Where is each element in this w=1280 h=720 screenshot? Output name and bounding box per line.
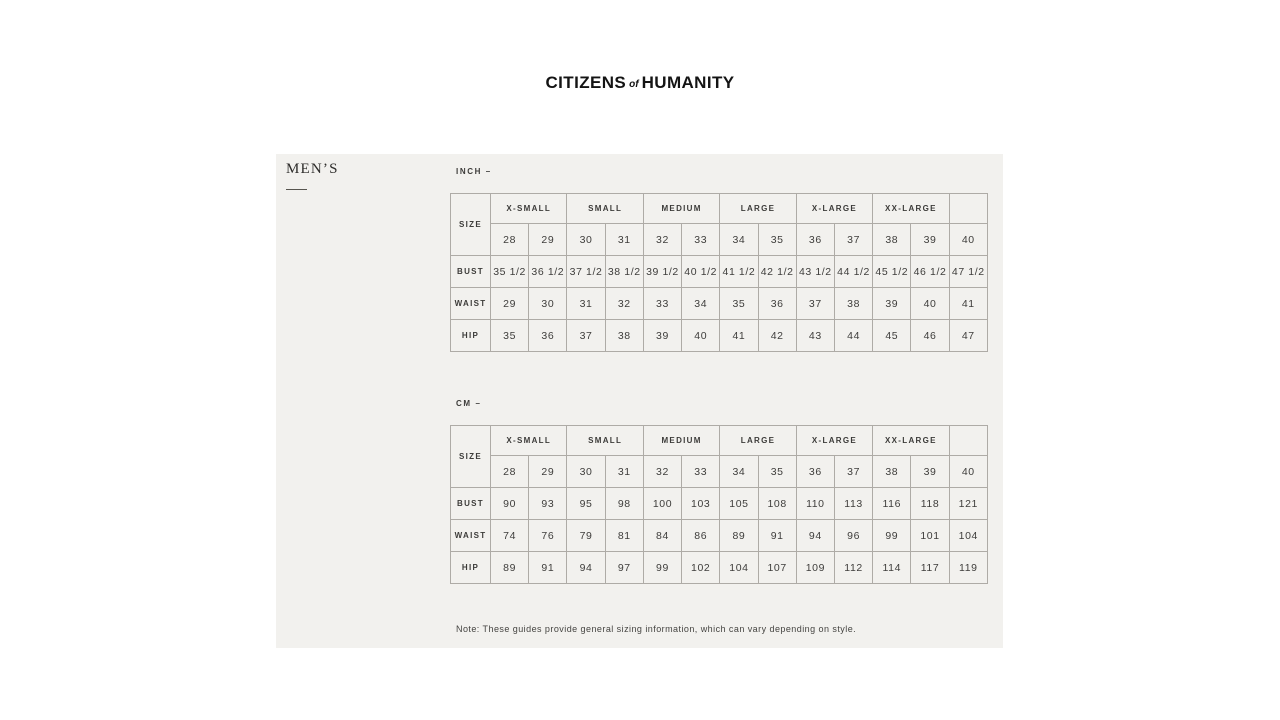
measure-value: 46 1/2 (911, 256, 949, 288)
size-cell: 32 (643, 456, 681, 488)
measure-value: 47 (949, 320, 987, 352)
measure-value: 35 1/2 (491, 256, 529, 288)
brand-logo-citizens: CITIZENS (545, 73, 627, 92)
size-cell: 34 (720, 456, 758, 488)
measure-value: 101 (911, 520, 949, 552)
measure-value: 36 (529, 320, 567, 352)
measure-value: 42 1/2 (758, 256, 796, 288)
measure-value: 94 (567, 552, 605, 584)
size-cell: 31 (605, 456, 643, 488)
size-cell: 28 (491, 456, 529, 488)
measure-value: 76 (529, 520, 567, 552)
size-cell: 29 (529, 224, 567, 256)
measure-label: HIP (451, 552, 491, 584)
measure-value: 79 (567, 520, 605, 552)
size-header: SIZE (451, 426, 491, 488)
cm-table-container (450, 425, 988, 584)
measure-value: 40 (911, 288, 949, 320)
measure-value: 34 (682, 288, 720, 320)
measure-value: 46 (911, 320, 949, 352)
measure-value: 116 (873, 488, 911, 520)
size-cell: 33 (682, 224, 720, 256)
measure-value: 29 (491, 288, 529, 320)
measure-value: 96 (834, 520, 872, 552)
size-guide-content (450, 154, 988, 648)
measure-value: 121 (949, 488, 987, 520)
unit-label-cm: CM – (456, 399, 482, 408)
measure-value: 32 (605, 288, 643, 320)
measure-value: 98 (605, 488, 643, 520)
measure-value: 40 (682, 320, 720, 352)
size-group-header: SMALL (567, 194, 643, 224)
measure-value: 112 (834, 552, 872, 584)
measure-value: 74 (491, 520, 529, 552)
size-table (450, 425, 988, 584)
measure-value: 38 1/2 (605, 256, 643, 288)
measure-value: 45 (873, 320, 911, 352)
measure-label: HIP (451, 320, 491, 352)
measure-label: WAIST (451, 288, 491, 320)
measure-value: 43 1/2 (796, 256, 834, 288)
measure-value: 31 (567, 288, 605, 320)
size-group-header: MEDIUM (643, 194, 719, 224)
measure-value: 38 (834, 288, 872, 320)
size-cell: 38 (873, 456, 911, 488)
measure-value: 39 (873, 288, 911, 320)
size-group-header: LARGE (720, 194, 796, 224)
measure-value: 37 1/2 (567, 256, 605, 288)
measure-value: 36 1/2 (529, 256, 567, 288)
measure-value: 104 (720, 552, 758, 584)
measure-value: 91 (529, 552, 567, 584)
measure-value: 81 (605, 520, 643, 552)
measure-value: 42 (758, 320, 796, 352)
brand-logo-of: of (629, 79, 639, 90)
size-group-header: X-SMALL (491, 426, 567, 456)
measure-value: 90 (491, 488, 529, 520)
size-cell: 28 (491, 224, 529, 256)
measure-value: 41 (720, 320, 758, 352)
size-cell: 35 (758, 456, 796, 488)
section-title-mens: MEN’S (286, 161, 339, 177)
measure-value: 86 (682, 520, 720, 552)
measure-value: 47 1/2 (949, 256, 987, 288)
empty-group-header (949, 194, 987, 224)
measure-value: 43 (796, 320, 834, 352)
brand-logo (0, 73, 1280, 93)
unit-label-inch: INCH – (456, 167, 492, 176)
measure-value: 30 (529, 288, 567, 320)
measure-value: 89 (491, 552, 529, 584)
sidebar (286, 161, 339, 190)
size-cell: 30 (567, 456, 605, 488)
empty-group-header (949, 426, 987, 456)
size-cell: 30 (567, 224, 605, 256)
size-header: SIZE (451, 194, 491, 256)
measure-value: 118 (911, 488, 949, 520)
size-group-header: X-SMALL (491, 194, 567, 224)
measure-label: WAIST (451, 520, 491, 552)
measure-value: 37 (796, 288, 834, 320)
size-table (450, 193, 988, 352)
size-cell: 37 (834, 456, 872, 488)
measure-value: 97 (605, 552, 643, 584)
sizing-note: Note: These guides provide general sizing information, which can vary depending on style. (456, 624, 857, 634)
measure-value: 99 (643, 552, 681, 584)
size-cell: 39 (911, 224, 949, 256)
measure-value: 95 (567, 488, 605, 520)
measure-value: 93 (529, 488, 567, 520)
size-cell: 40 (949, 224, 987, 256)
measure-value: 37 (567, 320, 605, 352)
brand-logo-humanity: HUMANITY (641, 73, 735, 92)
size-guide-panel (276, 154, 1003, 648)
measure-label: BUST (451, 256, 491, 288)
measure-value: 113 (834, 488, 872, 520)
measure-value: 35 (720, 288, 758, 320)
title-underline (286, 189, 307, 190)
measure-value: 44 1/2 (834, 256, 872, 288)
size-cell: 33 (682, 456, 720, 488)
size-group-header: SMALL (567, 426, 643, 456)
size-cell: 29 (529, 456, 567, 488)
measure-value: 119 (949, 552, 987, 584)
measure-value: 33 (643, 288, 681, 320)
size-group-header: X-LARGE (796, 194, 872, 224)
measure-value: 108 (758, 488, 796, 520)
measure-value: 36 (758, 288, 796, 320)
measure-value: 45 1/2 (873, 256, 911, 288)
size-cell: 32 (643, 224, 681, 256)
size-group-header: MEDIUM (643, 426, 719, 456)
measure-value: 102 (682, 552, 720, 584)
measure-value: 105 (720, 488, 758, 520)
measure-value: 39 1/2 (643, 256, 681, 288)
measure-value: 44 (834, 320, 872, 352)
measure-value: 117 (911, 552, 949, 584)
measure-value: 104 (949, 520, 987, 552)
measure-value: 103 (682, 488, 720, 520)
size-cell: 34 (720, 224, 758, 256)
size-cell: 40 (949, 456, 987, 488)
size-cell: 35 (758, 224, 796, 256)
measure-label: BUST (451, 488, 491, 520)
measure-value: 84 (643, 520, 681, 552)
measure-value: 99 (873, 520, 911, 552)
size-cell: 31 (605, 224, 643, 256)
measure-value: 114 (873, 552, 911, 584)
size-cell: 38 (873, 224, 911, 256)
size-group-header: LARGE (720, 426, 796, 456)
measure-value: 41 1/2 (720, 256, 758, 288)
measure-value: 109 (796, 552, 834, 584)
measure-value: 107 (758, 552, 796, 584)
inch-table-container (450, 193, 988, 352)
measure-value: 35 (491, 320, 529, 352)
measure-value: 40 1/2 (682, 256, 720, 288)
size-cell: 39 (911, 456, 949, 488)
size-cell: 36 (796, 456, 834, 488)
size-cell: 36 (796, 224, 834, 256)
measure-value: 38 (605, 320, 643, 352)
size-cell: 37 (834, 224, 872, 256)
size-group-header: XX-LARGE (873, 426, 949, 456)
measure-value: 110 (796, 488, 834, 520)
measure-value: 41 (949, 288, 987, 320)
size-group-header: XX-LARGE (873, 194, 949, 224)
size-group-header: X-LARGE (796, 426, 872, 456)
measure-value: 91 (758, 520, 796, 552)
measure-value: 94 (796, 520, 834, 552)
measure-value: 39 (643, 320, 681, 352)
measure-value: 89 (720, 520, 758, 552)
measure-value: 100 (643, 488, 681, 520)
